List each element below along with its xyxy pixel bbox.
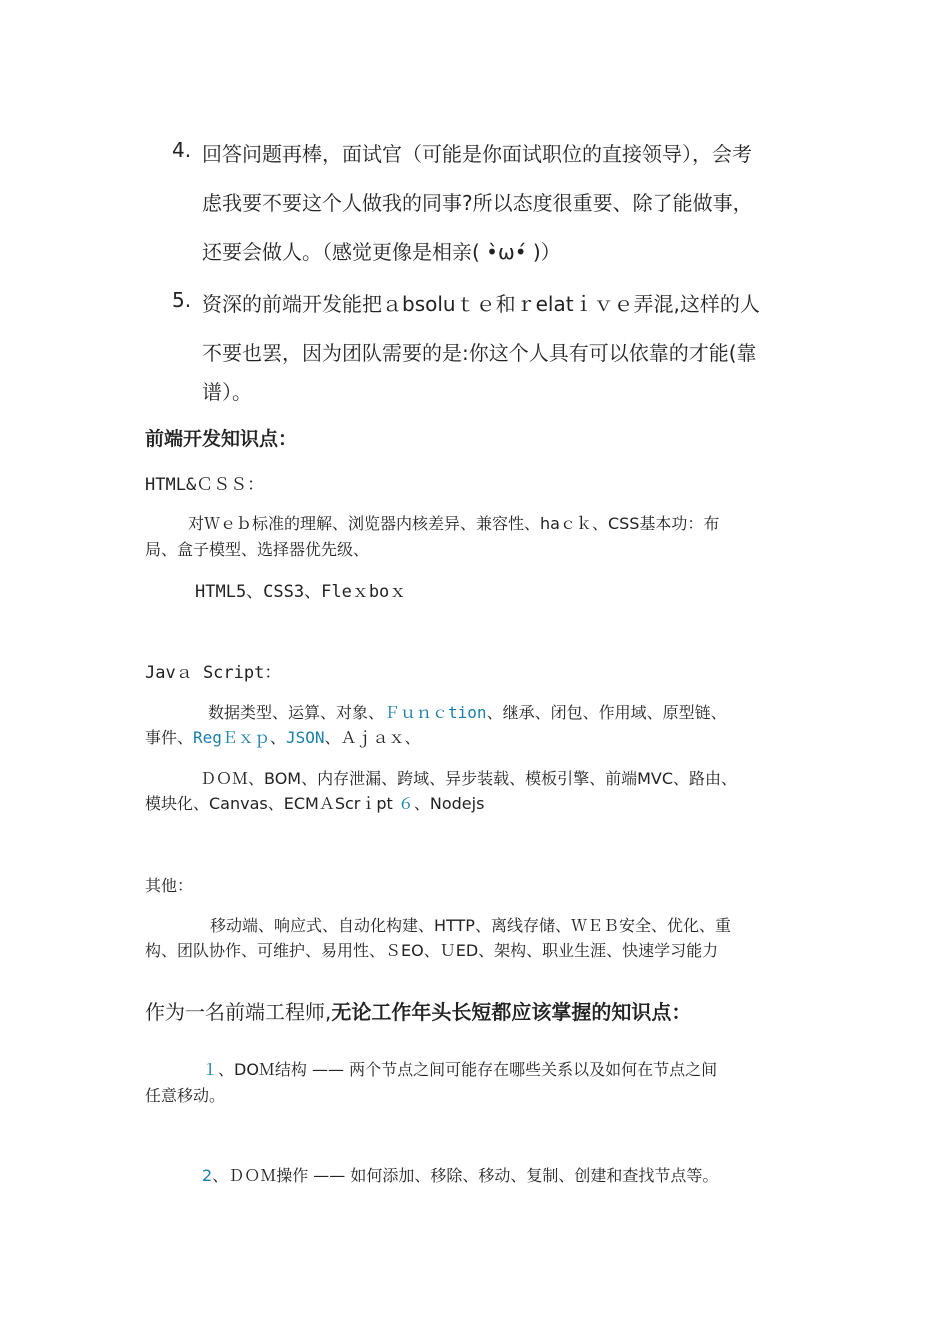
list-item-4-line-2: 虑我要不要这个人做我的同事?所以态度很重要、除了能做事， — [202, 191, 753, 215]
js-line-2-text: 事件、 — [145, 728, 194, 747]
list-item-4-line-1: 回答问题再棒，面试官（可能是你面试职位的直接领导），会考 — [202, 142, 752, 166]
point-2-text: 、ＤＯＭ操作 —— 如何添加、移除、移动、复制、创建和查找节点等。 — [212, 1166, 719, 1185]
js-line-1-rest: 、继承、闭包、作用域、原型链、 — [486, 703, 727, 722]
must-point-2-line-1 — [202, 1163, 862, 1186]
title-normal-part: 作为一名前端工程师, — [145, 1000, 332, 1024]
htmlcss-line-3: HTML5、CSS3、Fleｘboｘ — [195, 582, 407, 602]
list-item-5-line-1: 资深的前端开发能把ａbsoluｔｅ和ｒelatｉｖｅ弄混,这样的人 — [202, 292, 760, 316]
json-keyword: JSON — [285, 728, 325, 747]
htmlcss-line-2: 局、盒子模型、选择器优先级、 — [145, 540, 370, 559]
regexp-keyword: RegＥｘｐ — [193, 728, 270, 747]
point-number: 2 — [202, 1166, 213, 1185]
function-keyword: Ｆｕｎｃtion — [384, 703, 487, 722]
separator: 、 — [269, 728, 286, 747]
list-item-5-line-3: 谱）。 — [202, 380, 252, 404]
must-point-1-line-1 — [202, 1057, 862, 1080]
section-title-knowledge: 前端开发知识点： — [145, 428, 298, 450]
htmlcss-label: HTML&ＣＳＳ： — [145, 475, 265, 495]
js-line-4-text: 模块化、Canvas、ECMＡScrｉpt — [145, 794, 398, 813]
javascript-label: Javａ Script： — [145, 663, 282, 683]
point-1-text: 、DOＭ结构 —— 两个节点之间可能存在哪些关系以及如何在节点之间 — [218, 1060, 718, 1079]
list-number: 5. — [172, 288, 192, 312]
js-line-4 — [145, 791, 805, 814]
js-line-4-rest: 、Nodejs — [413, 794, 485, 813]
list-item-5-line-2: 不要也罢，因为团队需要的是:你这个人具有可以依靠的才能(靠 — [202, 341, 757, 365]
title-bold-part: 无论工作年头长短都应该掌握的知识点： — [331, 1000, 692, 1024]
other-line-1: 移动端、响应式、自动化构建、HTTP、离线存储、ＷＥＢ安全、优化、重 — [210, 916, 731, 935]
js-line-1 — [208, 700, 868, 723]
js-line-2 — [145, 725, 805, 748]
section-title-must-know — [145, 996, 691, 1025]
js-line-3: ＤＯＭ、BOM、内存泄漏、跨域、异步装载、模板引擎、前端MVC、路由、 — [200, 769, 738, 788]
htmlcss-line-1: 对Ｗｅｂ标准的理解、浏览器内核差异、兼容性、haｃｋ、CSS基本功：布 — [188, 514, 720, 533]
es-version-number: ６ — [397, 794, 414, 813]
ajax-text: 、Ａｊａｘ、 — [324, 728, 421, 747]
other-line-2: 构、团队协作、可维护、易用性、ＳEO、ＵED、架构、职业生涯、快速学习能力 — [145, 941, 719, 960]
list-item-4-line-3: 还要会做人。（感觉更像是相亲( •̀ω•́ )） — [202, 240, 561, 264]
js-line-1-text: 数据类型、运算、对象、 — [208, 703, 385, 722]
point-number: １ — [202, 1060, 219, 1079]
list-number: 4. — [172, 138, 192, 162]
other-label: 其他： — [145, 876, 194, 895]
must-point-1-line-2: 任意移动。 — [145, 1086, 226, 1105]
